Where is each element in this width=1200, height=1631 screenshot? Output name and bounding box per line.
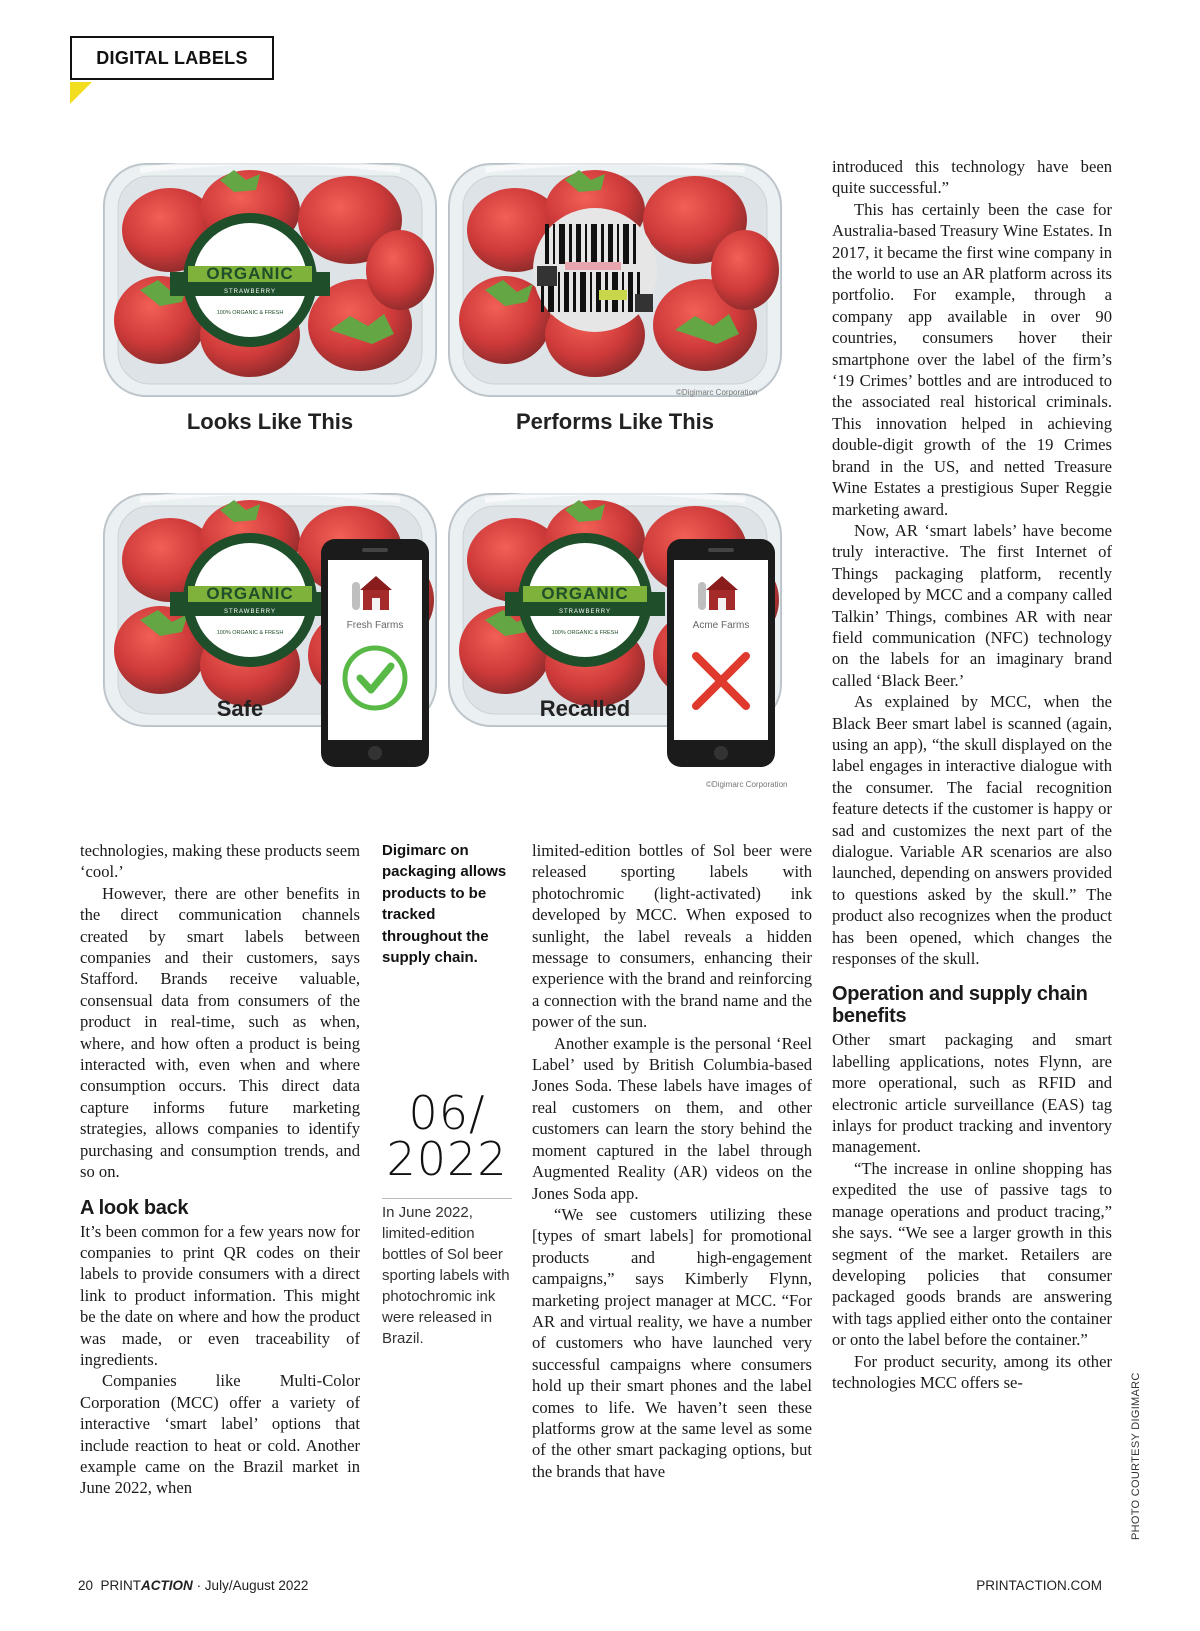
paragraph: Another example is the personal ‘Reel Label’ used by British Columbia-based Jones Soda. These labels have images of real customers on them, and other customers can learn the story behind the moment captured in the label through Augmented Reality (AR) videos on the Jones Soda app. (532, 1033, 812, 1203)
paragraph: limited-edition bottles of Sol beer were released sporting labels with photochromic (light-activated) ink developed by MCC. When exposed to sunlight, the label reveals a hidden message to consumers, enhancing their experience with the brand and reinforcing a connection with the brand name and the power of the sun. (532, 841, 812, 1032)
paragraph: However, there are other benefits in the direct communication channels created by smart labels between companies and their customers, says Stafford. Brands receive valuable, consensual data from consumers of the product in real-time, such as when, where, and how often a product is being interacted with, even when and where consumption occurs. This direct data capture informs future marketing strategies, allows companies to identify purchasing and consumption trends, and so on. (80, 883, 360, 1182)
strawberry-figure (100, 150, 800, 810)
paragraph: Now, AR ‘smart labels’ have become truly interactive. The first Internet of Things packaging platform, recently developed by MCC and a company called Talkin’ Things, combines AR with near field communication (NFC) technology on the labels for an imaginary brand called ‘Black Beer.’ (832, 520, 1112, 690)
magazine-name-print: PRINT (100, 1578, 142, 1593)
paragraph: As explained by MCC, when the Black Beer smart label is scanned (again, using an app), “the skull displayed on the label engages in interactive dialogue with the consumer. The facial recognition feature detects if the customer is happy or sad and customizes the next part of the dialogue. Variable AR scenarios are also launched, depending on answers provided to questions asked by the skull.” The product also recognizes when the product has been opened, which changes the responses of the skull. (832, 692, 1112, 969)
page-number: 20 (78, 1578, 94, 1593)
paragraph: introduced this technology have been quite successful.” (832, 157, 1112, 198)
caption-safe: Safe (216, 696, 264, 721)
farm-name-acme: Acme Farms (692, 620, 750, 631)
paragraph: This has certainly been the case for Australia-based Treasury Wine Estates. In 2017, it became the first wine company in the world to use an AR platform across its portfolio. For example, through a company app available in over 90 countries, consumers hover their smartphone over the label of the firm’s ‘19 Crimes’ bottles and are introduced to the associated real historical criminals. This innovation helped in achieving double-digit growth of the 19 Crimes brand in the US, and netted Treasure Wine Estates a prestigious Super Reggie marketing award. (832, 199, 1112, 519)
paragraph: For product security, among its other technologies MCC offers se- (832, 1351, 1112, 1392)
organic-label-text: ORGANIC (206, 264, 294, 283)
organic-label-ring: 100% ORGANIC & FRESH (551, 630, 619, 636)
section-tag-corner (70, 82, 92, 104)
caption-looks-like-this: Looks Like This (186, 409, 354, 434)
column-4 (832, 156, 1112, 1393)
sidebar-divider (382, 1198, 512, 1199)
caption-performs-like-this: Performs Like This (515, 409, 715, 434)
pack-looks-like-this (100, 150, 440, 400)
column-1 (80, 840, 360, 1499)
subheading-operation-supply-chain: Operation and supply chain benefits (832, 983, 1088, 1028)
paragraph: Companies like Multi-Color Corporation (MCC) offer a variety of interactive ‘smart label’ options that include reaction to heat or cold. Another example came on the Brazil market in June 2022, when (80, 1371, 360, 1498)
phone-acme-farms (666, 538, 776, 768)
footer-left (78, 1578, 308, 1593)
magazine-name-action: ACTION (141, 1578, 193, 1593)
paragraph: “The increase in online shopping has expedited the use of passive tags to manage operations and product tracing,” she says. “We see a larger growth in this segment of the market. Retailers are developing policies that consumer packaged goods brands are answering with tags applied either onto the container or onto the label before the container.” (832, 1158, 1112, 1350)
phone-fresh-farms (320, 538, 430, 768)
caption-recalled: Recalled (539, 696, 631, 721)
section-tag (70, 36, 274, 80)
paragraph: Other smart packaging and smart labelling applications, notes Flynn, are more operational, such as RFID and electronic article surveillance (EAS) tag inlays for product tracking and inventory management. (832, 1030, 1112, 1157)
image-credit-top: ©Digimarc Corporation (676, 388, 758, 397)
paragraph: It’s been common for a few years now for companies to print QR codes on their labels to provide consumers with a direct link to product information. This might be the date on where and how the product was made, or even traceability of ingredients. (80, 1221, 360, 1369)
sidebar-date-note: In June 2022, limited-edition bottles of Sol beer sporting labels with photochromic ink were released in Brazil. (382, 1204, 510, 1347)
paragraph: technologies, making these products seem ‘cool.’ (80, 841, 360, 882)
organic-label-text: ORGANIC (206, 584, 294, 603)
organic-label-ring: 100% ORGANIC & FRESH (216, 630, 284, 636)
pack-performs-like-this (445, 150, 785, 400)
subheading-a-look-back: A look back (80, 1196, 189, 1219)
paragraph: “We see customers utilizing these [types of smart labels] for promotional products and high-engagement campaigns,” says Kimberly Flynn, marketing project manager at MCC. “For AR and virtual reality, we have a number of customers who have launched very successful campaigns where consumers hold up their smart phones and the label comes to life. We haven’t seen these platforms grow at the same level as some of the other smart packaging options, but the brands that have (532, 1204, 812, 1481)
organic-label-text: ORGANIC (541, 584, 629, 603)
organic-label-sub: STRAWBERRY (223, 289, 277, 295)
section-tag-label: DIGITAL LABELS (96, 47, 248, 68)
organic-label-sub: STRAWBERRY (558, 609, 612, 615)
farm-name-fresh: Fresh Farms (346, 620, 404, 631)
footer-url: PRINTACTION.COM (976, 1578, 1102, 1593)
organic-label-sub: STRAWBERRY (223, 609, 277, 615)
photo-credit: PHOTO COURTESY DIGIMARC (1130, 1372, 1142, 1540)
sidebar-caption: Digimarc on packaging allows products to be tracked throughout the supply chain. (382, 842, 507, 967)
issue-date: · July/August 2022 (196, 1578, 309, 1593)
organic-label-ring: 100% ORGANIC & FRESH (216, 310, 284, 316)
column-3 (532, 840, 812, 1482)
sidebar-big-date: 06/ 2022 (386, 1086, 508, 1186)
image-credit-bottom: ©Digimarc Corporation (706, 780, 788, 789)
